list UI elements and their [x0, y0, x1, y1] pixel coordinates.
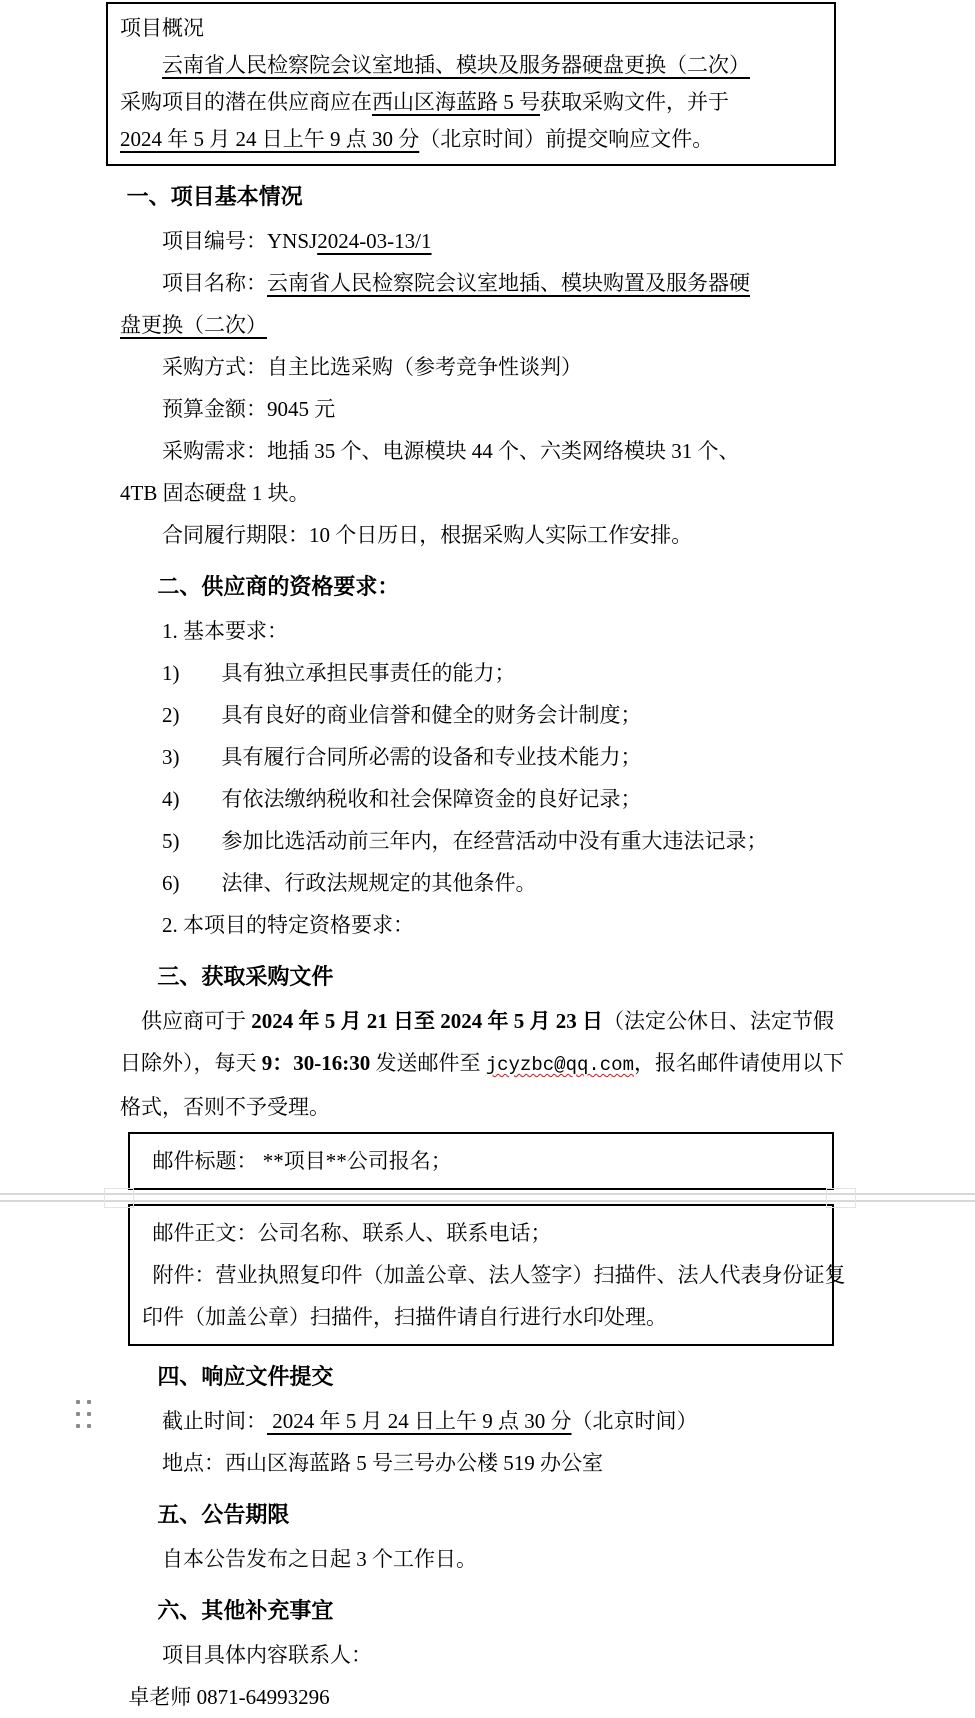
page-break [0, 1192, 975, 1204]
text-segment: ，报名邮件请使用以下 [633, 1051, 844, 1075]
text-line [142, 1212, 820, 1254]
text-segment: 9：30-16:30 [261, 1051, 371, 1075]
text-segment: 日除外），每天 [120, 1051, 262, 1075]
text-segment: 截止时间： [162, 1409, 267, 1433]
email-subject-box [128, 1132, 834, 1190]
text-segment: 1. 基本要求： [162, 619, 288, 643]
text-line [120, 430, 860, 472]
section-heading: 四、响应文件提交 [157, 1364, 334, 1389]
text-segment: 项目名称： [162, 271, 267, 295]
text-line [120, 1538, 860, 1580]
text-line [120, 904, 860, 946]
text-segment: 附件：营业执照复印件（加盖公章、法人签字）扫描件、法人代表身份证复 [152, 1263, 846, 1287]
text-segment: 5) 参加比选活动前三年内，在经营活动中没有重大违法记录； [162, 829, 768, 853]
text-segment: 采购项目的潜在供应商应在 [120, 90, 372, 114]
text-line [120, 610, 860, 652]
text-line [120, 472, 860, 514]
text-line [120, 694, 860, 736]
text-segment: 预算金额：9045 元 [162, 397, 336, 421]
text-segment: 采购方式：自主比选采购（参考竞争性谈判） [162, 355, 582, 379]
text-segment: 发送邮件至 [370, 1051, 486, 1075]
section-heading: 六、其他补充事宜 [157, 1598, 334, 1623]
text-line [120, 1676, 860, 1718]
text-line [120, 220, 860, 262]
text-segment: 西山区海蓝路 5 号 [372, 90, 540, 114]
text-segment: 云南省人民检察院会议室地插、模块购置及服务器硬 [267, 271, 750, 295]
text-line [120, 1086, 860, 1128]
text-segment: （北京时间） [571, 1409, 698, 1433]
text-segment: 项目具体内容联系人： [162, 1643, 372, 1667]
section-heading: 二、供应商的资格要求： [157, 574, 400, 599]
handle-dot [87, 1424, 91, 1428]
text-segment: 印件（加盖公章）扫描件，扫描件请自行进行水印处理。 [142, 1305, 667, 1329]
text-line [120, 1634, 860, 1676]
text-line [120, 736, 860, 778]
text-segment: 3) 具有履行合同所必需的设备和专业技术能力； [162, 745, 642, 769]
text-segment: 2) 具有良好的商业信誉和健全的财务会计制度； [162, 703, 642, 727]
text-segment: 地点：西山区海蓝路 5 号三号办公楼 519 办公室 [162, 1451, 603, 1475]
section-heading: 三、获取采购文件 [157, 964, 334, 989]
section-heading: 五、公告期限 [157, 1502, 290, 1527]
text-segment: 6) 法律、行政法规规定的其他条件。 [162, 871, 537, 895]
text-line [120, 121, 822, 158]
handle-dot [76, 1424, 80, 1428]
text-line [120, 47, 822, 84]
text-segment: （北京时间）前提交响应文件。 [419, 127, 714, 151]
text-segment: 卓老师 0871-64993296 [128, 1685, 330, 1709]
handle-dot [87, 1412, 91, 1416]
text-line [142, 1140, 820, 1182]
text-segment: 1) 具有独立承担民事责任的能力； [162, 661, 516, 685]
text-segment: 云南省人民检察院会议室地插、模块及服务器硬盘更换（二次） [162, 53, 750, 77]
text-segment: 2024-03-13/1 [317, 229, 432, 253]
handle-dot [76, 1412, 80, 1416]
text-segment: 供应商可于 [141, 1009, 252, 1033]
text-segment: 合同履行期限：10 个日历日，根据采购人实际工作安排。 [162, 523, 693, 547]
text-segment: 获取采购文件，并于 [540, 90, 729, 114]
text-segment: 项目编号：YNSJ [162, 229, 318, 253]
text-segment: 2024 年 5 月 24 日上午 9 点 30 分 [120, 127, 420, 151]
text-line [142, 1254, 846, 1296]
email-body-box [128, 1204, 846, 1346]
text-segment: 4TB 固态硬盘 1 块。 [120, 481, 310, 505]
text-line [120, 262, 860, 304]
text-line [120, 652, 860, 694]
text-line [120, 514, 860, 556]
text-segment: jcyzbc@qq.com [485, 1054, 634, 1076]
text-line [142, 1296, 820, 1338]
text-segment: 2024 年 5 月 21 日至 2024 年 5 月 23 日 [251, 1009, 603, 1033]
handle-dot [87, 1400, 91, 1404]
text-line [120, 862, 860, 904]
text-line [120, 1042, 860, 1086]
handle-dot [76, 1400, 80, 1404]
drag-handle-icon[interactable] [76, 1400, 92, 1430]
text-line [120, 388, 860, 430]
text-segment: 项目概况 [120, 16, 204, 40]
text-line [120, 84, 822, 121]
margin-marker [826, 1188, 856, 1208]
text-segment: 格式，否则不予受理。 [120, 1095, 330, 1119]
text-segment: 2024 年 5 月 24 日上午 9 点 30 分 [267, 1409, 572, 1433]
text-line [120, 1442, 860, 1484]
text-segment: 盘更换（二次） [120, 313, 267, 337]
text-segment: 4) 有依法缴纳税收和社会保障资金的良好记录； [162, 787, 642, 811]
text-segment: 2. 本项目的特定资格要求： [162, 913, 414, 937]
text-line [120, 346, 860, 388]
text-line [120, 820, 860, 862]
overview-box [106, 2, 836, 166]
section-heading: 一、项目基本情况 [126, 184, 303, 209]
text-line [120, 304, 860, 346]
text-line [120, 1400, 860, 1442]
text-segment: 邮件正文：公司名称、联系人、联系电话； [152, 1221, 552, 1245]
text-segment: 自本公告发布之日起 3 个工作日。 [162, 1547, 477, 1571]
text-line [120, 10, 822, 47]
margin-marker [104, 1188, 134, 1208]
text-segment: 采购需求：地插 35 个、电源模块 44 个、六类网络模块 31 个、 [162, 439, 740, 463]
text-line [120, 778, 860, 820]
text-line [120, 1000, 860, 1042]
text-segment: （法定公休日、法定节假 [603, 1009, 834, 1033]
text-segment: 邮件标题： **项目**公司报名； [152, 1149, 452, 1173]
